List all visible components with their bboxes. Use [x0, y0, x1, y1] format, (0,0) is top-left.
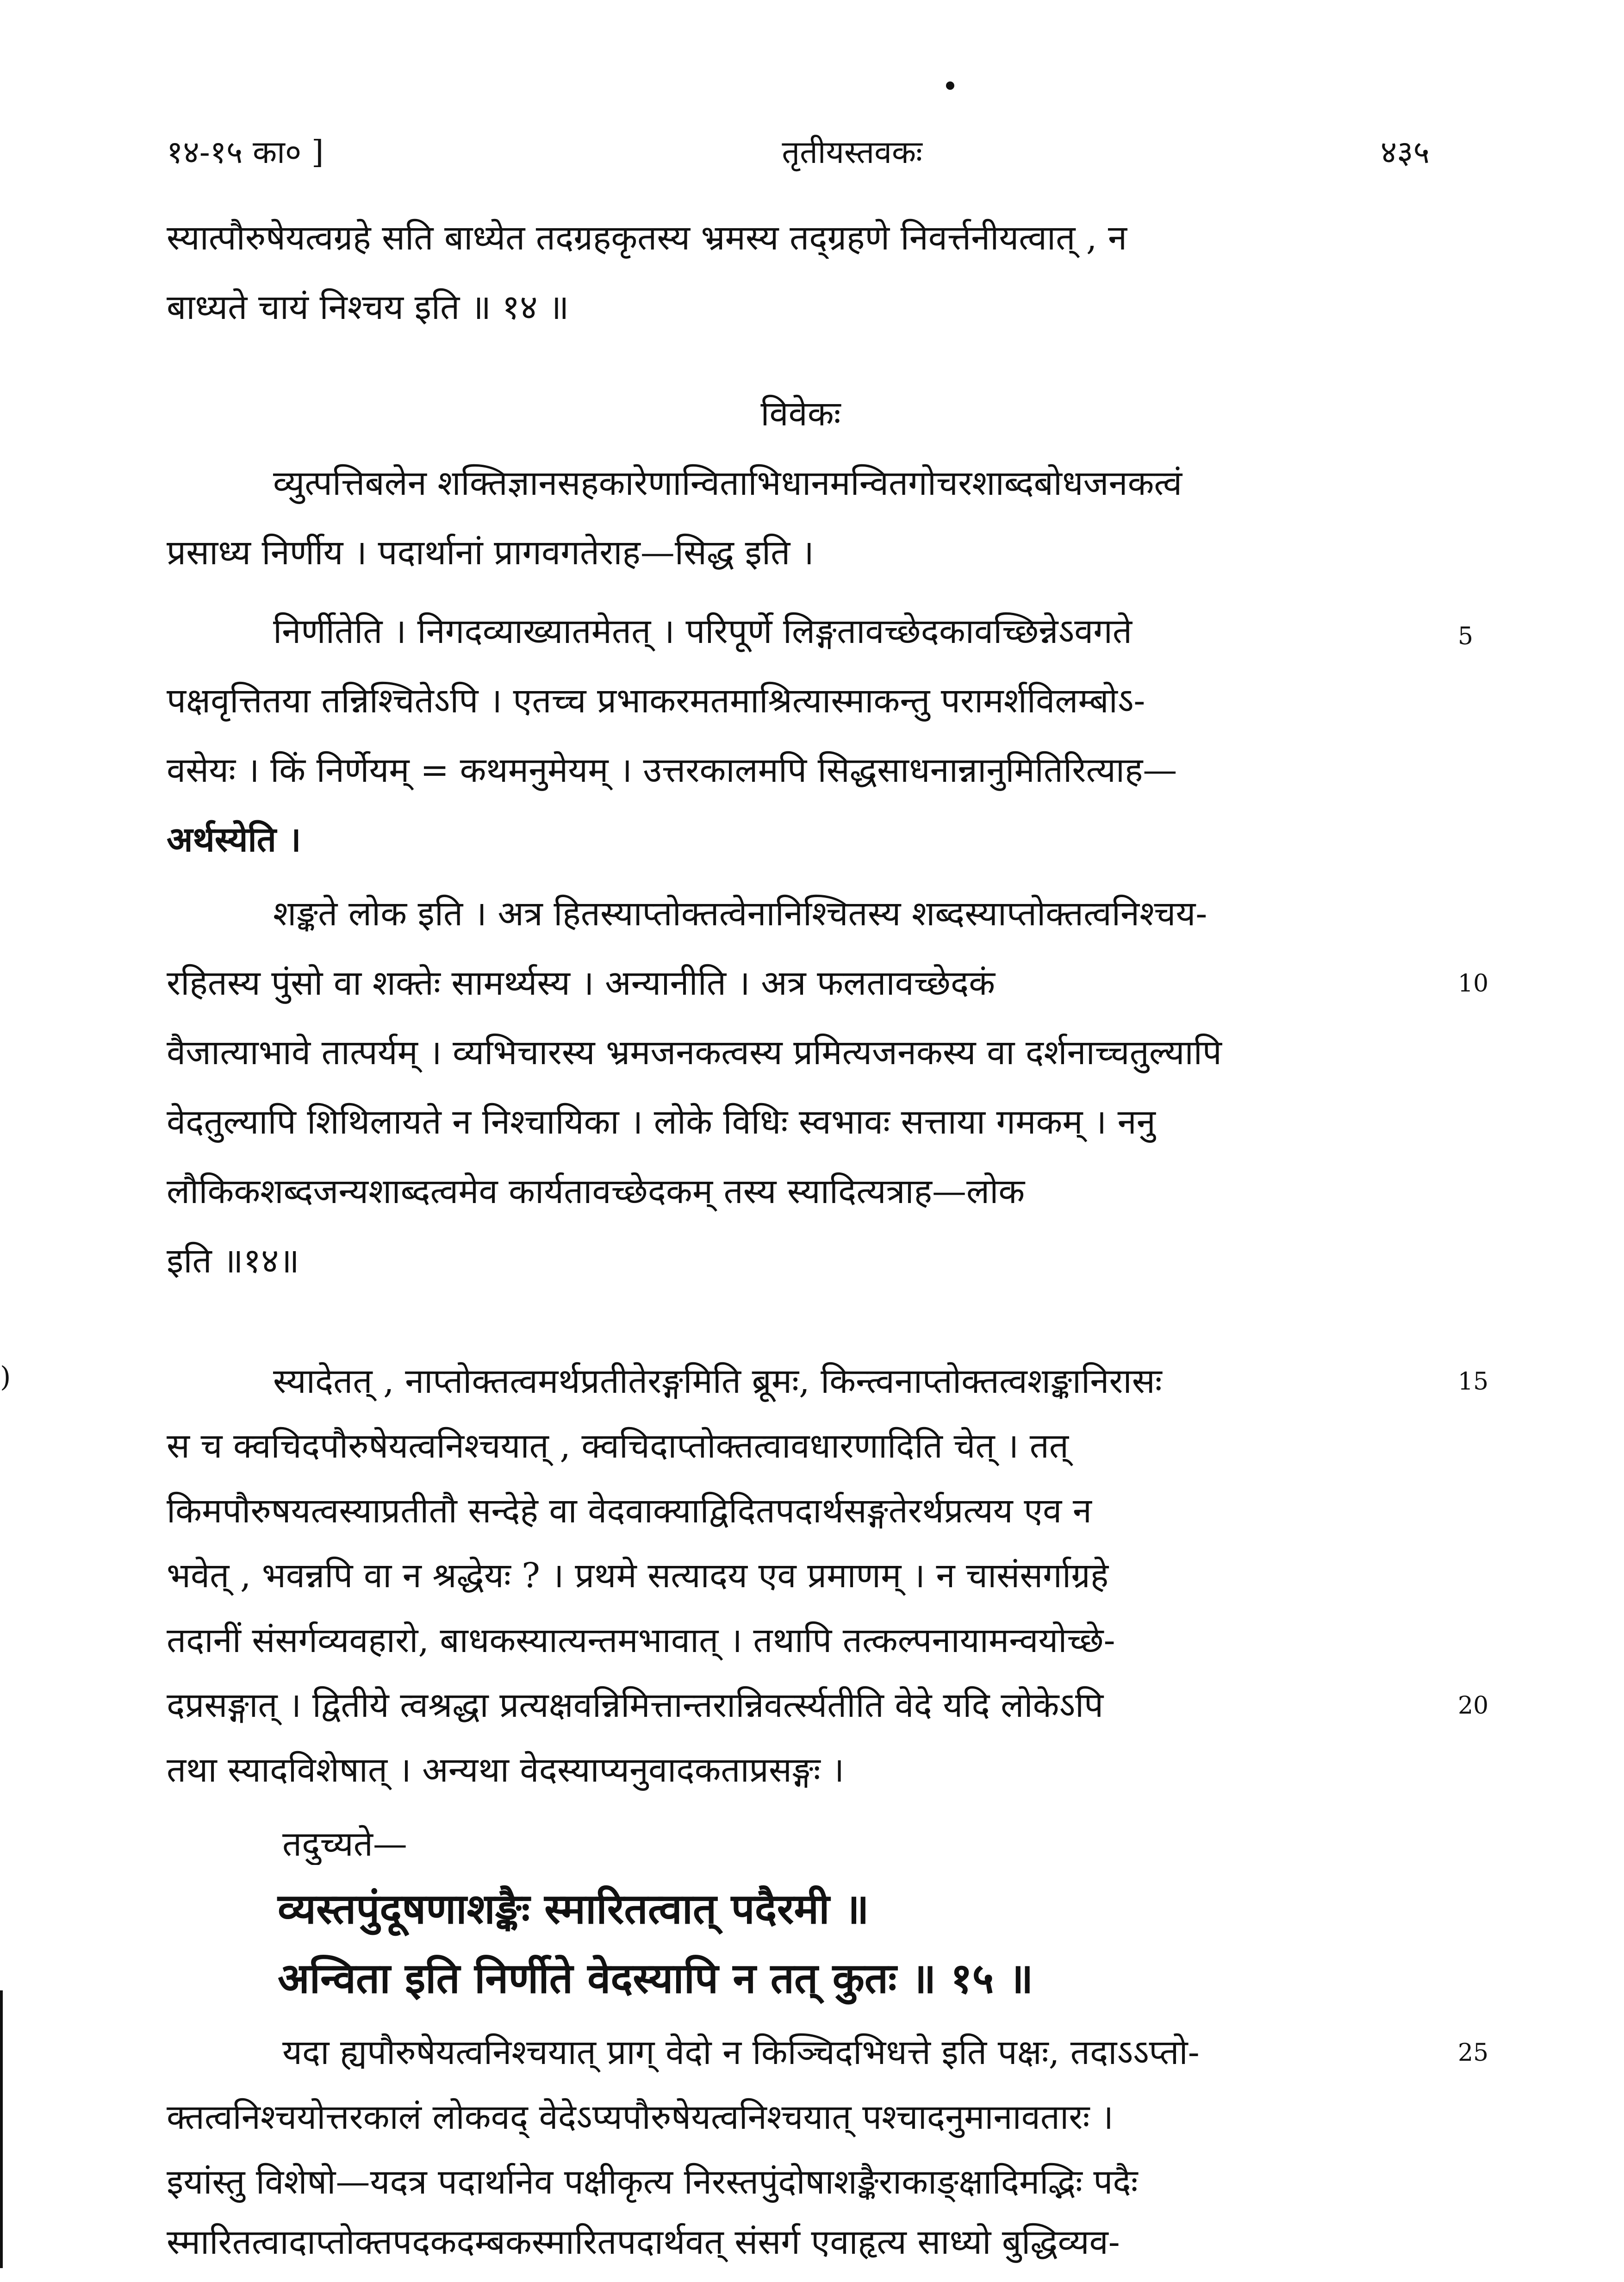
text-line: प्रसाध्य निर्णीय । पदार्थानां प्रागवगतेराह—सिद्ध इति ।	[167, 533, 814, 573]
margin-mark: )	[0, 1361, 11, 1393]
header-section-ref: १४-१५ का० ]	[167, 134, 324, 171]
page-number: ४३५	[1380, 134, 1430, 171]
binding-edge	[0, 1990, 3, 2268]
text-line: लौकिकशब्दजन्यशाब्दत्वमेव कार्यतावच्छेदकम् तस्य स्यादित्यत्राह—लोक	[167, 1172, 1025, 1211]
text-line: स्यादेतत् , नाप्तोक्तत्वमर्थप्रतीतेरङ्गमिति ब्रूमः, किन्त्वनाप्तोक्तत्वशङ्कानिरासः	[273, 1361, 1162, 1401]
text-line: इति ॥१४॥	[167, 1241, 299, 1281]
line-number: 10	[1458, 970, 1489, 998]
text-line: अर्थस्येति ।	[167, 820, 301, 860]
verse-line: अन्विता इति निर्णीते वेदस्यापि न तत् कुतः ॥ १५ ॥	[278, 1954, 1033, 2003]
text-line: तदुच्यते—	[282, 1824, 407, 1864]
header-title: तृतीयस्तवकः	[782, 134, 922, 171]
section-heading: विवेकः	[760, 394, 841, 434]
text-line: यदा ह्यपौरुषेयत्वनिश्चयात् प्राग् वेदो न किञ्चिदभिधत्ते इति पक्षः, तदाऽऽप्तो-	[282, 2033, 1200, 2072]
text-line: किमपौरुषयत्वस्याप्रतीतौ सन्देहे वा वेदवाक्याद्विदितपदार्थसङ्गतेरर्थप्रत्यय एव न	[167, 1491, 1092, 1531]
text-line: दप्रसङ्गात् । द्वितीये त्वश्रद्धा प्रत्यक्षवन्निमित्तान्तरान्निवर्त्स्यतीति वेदे यदि लोकेऽपि	[167, 1685, 1104, 1725]
text-line: वसेयः । किं निर्णेयम् = कथमनुमेयम् । उत्तरकालमपि सिद्धसाधनान्नानुमितिरित्याह—	[167, 750, 1177, 790]
text-line: भवेत् , भवन्नपि वा न श्रद्धेयः ? । प्रथमे सत्यादय एव प्रमाणम् । न चासंसर्गाग्रहे	[167, 1556, 1109, 1596]
text-line: शङ्कते लोक इति । अत्र हितस्याप्तोक्तत्वेनानिश्चितस्य शब्दस्याप्तोक्तत्वनिश्चय-	[273, 894, 1207, 934]
running-header	[167, 125, 1430, 176]
text-line: स्मारितत्वादाप्तोक्तपदकदम्बकस्मारितपदार्थवत् संसर्ग एवाहृत्य साध्यो बुद्धिव्यव-	[167, 2222, 1120, 2262]
text-line: वेदतुल्यापि शिथिलायते न निश्चायिका । लोके विधिः स्वभावः सत्ताया गमकम् । ननु	[167, 1102, 1156, 1142]
text-line: तथा स्यादविशेषात् । अन्यथा वेदस्याप्यनुवादकताप्रसङ्गः ।	[167, 1750, 845, 1790]
line-number: 20	[1458, 1692, 1489, 1720]
text-line: रहितस्य पुंसो वा शक्तेः सामर्थ्यस्य । अन्यानीति । अत्र फलतावच्छेदकं	[167, 963, 996, 1003]
text-line: इयांस्तु विशेषो—यदत्र पदार्थानेव पक्षीकृत्य निरस्तपुंदोषाशङ्कैराकाङ्क्षादिमद्भिः पदैः	[167, 2162, 1138, 2202]
line-number: 25	[1458, 2039, 1489, 2067]
text-line: क्तत्वनिश्चयोत्तरकालं लोकवद् वेदेऽप्यपौरुषेयत्वनिश्चयात् पश्चादनुमानावतारः ।	[167, 2097, 1114, 2137]
text-line: तदानीं संसर्गव्यवहारो, बाधकस्यात्यन्तमभावात् । तथापि तत्कल्पनायामन्वयोच्छे-	[167, 1621, 1115, 1660]
verse-line: व्यस्तपुंदूषणाशङ्कैः स्मारितत्वात् पदैरमी ॥	[278, 1884, 869, 1933]
text-line: निर्णीतेति । निगदव्याख्यातमेतत् । परिपूर्णे लिङ्गतावच्छेदकावच्छिन्नेऽवगते	[273, 611, 1132, 651]
text-line: पक्षवृत्तितया तन्निश्चितेऽपि । एतच्च प्रभाकरमतमाश्रित्यास्माकन्तु परामर्शविलम्बोऽ-	[167, 681, 1145, 721]
text-line: स च क्वचिदपौरुषेयत्वनिश्चयात् , क्वचिदाप्तोक्तत्वावधारणादिति चेत् । तत्	[167, 1426, 1069, 1466]
line-number: 15	[1458, 1368, 1489, 1396]
text-line: स्यात्पौरुषेयत्वग्रहे सति बाध्येत तदग्रहकृतस्य भ्रमस्य तद्ग्रहणे निवर्त्तनीयत्वात् , न	[167, 218, 1127, 258]
text-line: बाध्यते चायं निश्चय इति ॥ १४ ॥	[167, 287, 569, 327]
text-line: वैजात्याभावे तात्पर्यम् । व्यभिचारस्य भ्रमजनकत्वस्य प्रमित्यजनकस्य वा दर्शनाच्चतुल्यापि	[167, 1033, 1222, 1072]
text-line: व्युत्पत्तिबलेन शक्तिज्ञानसहकारेणान्विताभिधानमन्वितगोचरशाब्दबोधजनकत्वं	[273, 463, 1182, 503]
line-number: 5	[1458, 623, 1474, 650]
ink-dot	[946, 81, 954, 90]
